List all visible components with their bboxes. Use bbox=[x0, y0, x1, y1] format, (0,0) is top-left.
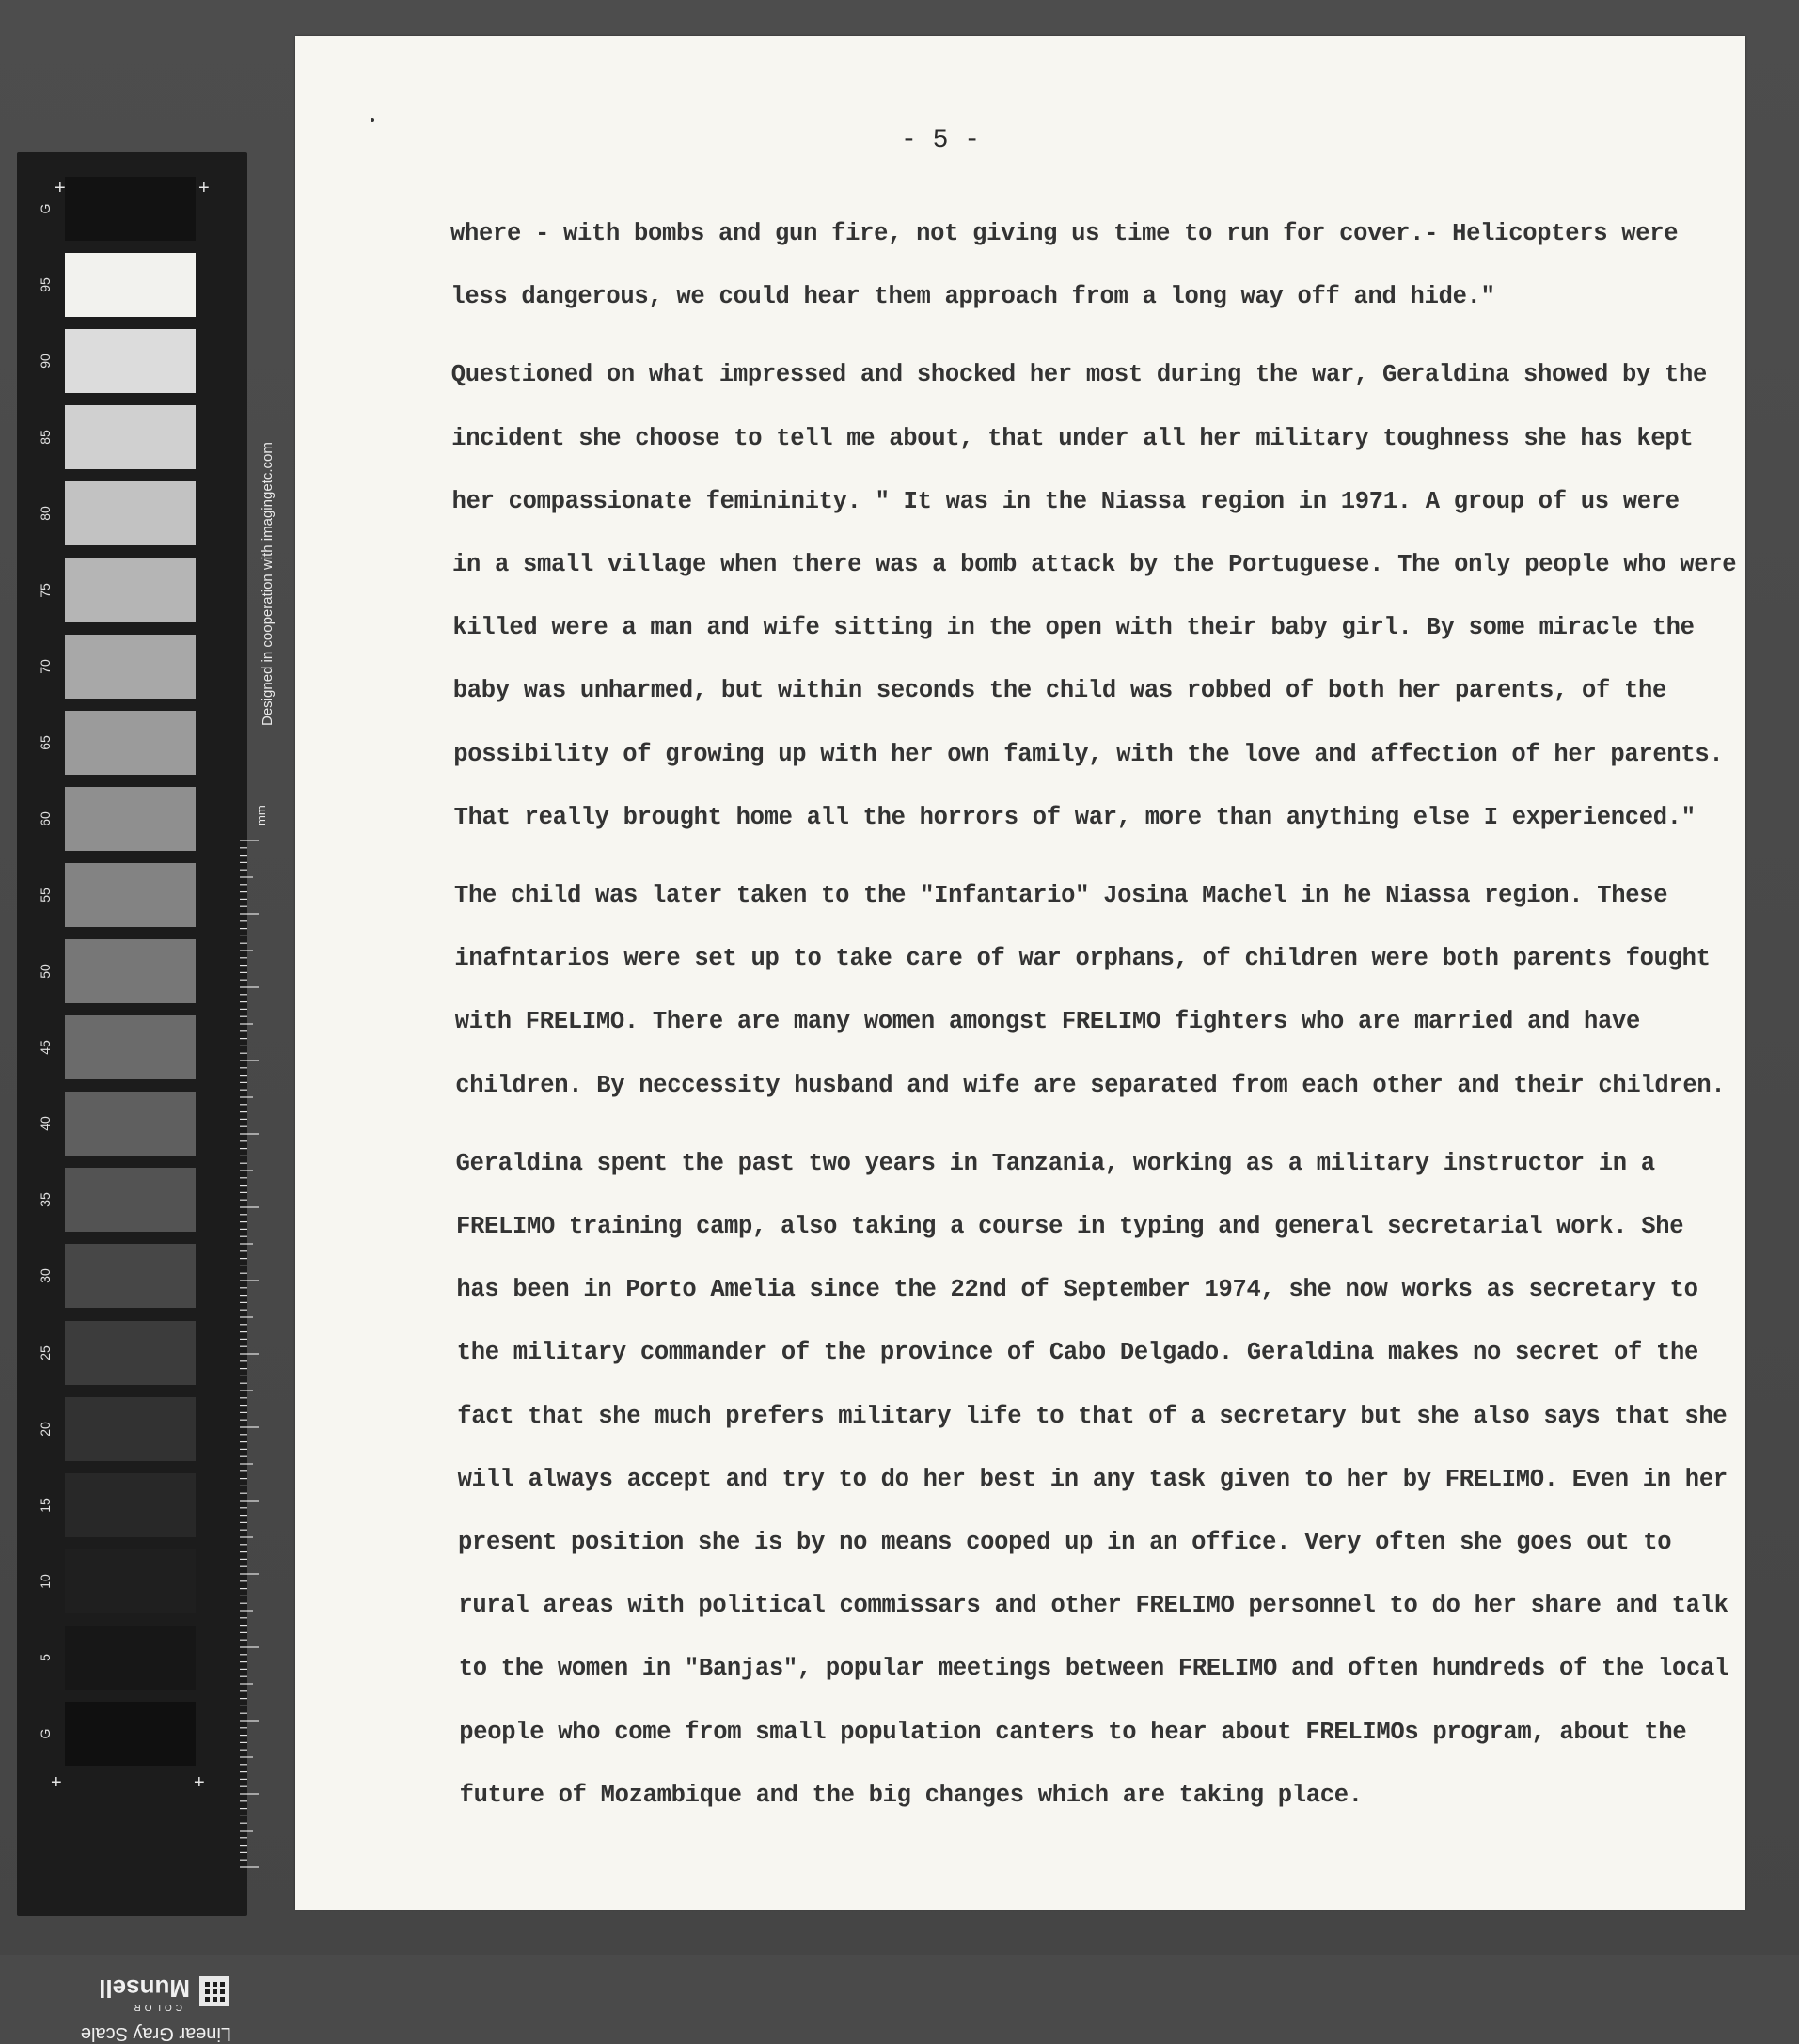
gray-swatch bbox=[65, 253, 196, 317]
brand-name: Munsell bbox=[99, 1974, 190, 2003]
gray-swatch bbox=[65, 1473, 196, 1537]
text-line: her compassionate femininity. " It was in the Niassa region in 1971. A group of us were bbox=[451, 487, 1680, 515]
gray-swatch bbox=[65, 558, 196, 622]
gray-level-label: 25 bbox=[38, 1344, 53, 1360]
gray-swatch bbox=[65, 787, 196, 851]
text-line: people who come from small population canters to hear about FRELIMOs program, about the bbox=[459, 1718, 1687, 1746]
gray-swatch bbox=[65, 405, 196, 469]
gray-swatch bbox=[65, 1702, 196, 1766]
gray-swatch bbox=[65, 711, 196, 775]
text-line: less dangerous, we could hear them approach from a long way off and hide." bbox=[450, 283, 1495, 311]
gray-level-label: 70 bbox=[38, 658, 53, 674]
text-line: to the women in "Banjas", popular meetings between FRELIMO and often hundreds of the local bbox=[458, 1655, 1729, 1683]
text-line: future of Mozambique and the big changes which are taking place. bbox=[459, 1781, 1363, 1809]
gray-swatch bbox=[65, 1397, 196, 1461]
text-line: FRELIMO training camp, also taking a course in typing and general secretarial work. She bbox=[456, 1213, 1684, 1240]
gray-swatch bbox=[65, 1015, 196, 1079]
gray-level-label: 65 bbox=[38, 734, 53, 750]
gray-swatch bbox=[65, 1626, 196, 1690]
gray-level-label: 45 bbox=[38, 1040, 53, 1055]
gray-swatch bbox=[65, 1321, 196, 1385]
text-line: children. By neccessity husband and wife are separated from each other and their children. bbox=[455, 1071, 1726, 1099]
gray-swatch bbox=[65, 329, 196, 393]
ruler-unit-label: mm bbox=[254, 805, 268, 825]
brand-subtitle: COLOR bbox=[130, 2002, 182, 2012]
text-line: baby was unharmed, but within seconds the child was robbed of both her parents, of the bbox=[452, 677, 1667, 705]
text-line: inafntarios were set up to take care of war orphans, of children were both parents fought bbox=[454, 945, 1711, 973]
text-line: Questioned on what impressed and shocked her most during the war, Geraldina showed by the bbox=[450, 361, 1708, 389]
gray-swatch bbox=[65, 481, 196, 545]
gray-level-label: 55 bbox=[38, 888, 53, 903]
text-line: has been in Porto Amelia since the 22nd of September 1974, she now works as secretary to bbox=[456, 1276, 1698, 1304]
plus-mark: + bbox=[51, 1772, 62, 1793]
text-line: The child was later taken to the "Infantario" Josina Machel in he Niassa region. These bbox=[454, 882, 1668, 909]
munsell-logo-icon bbox=[197, 1974, 231, 2008]
gray-level-label: 20 bbox=[38, 1421, 53, 1437]
text-line: the military commander of the province of Cabo Delgado. Geraldina makes no secret of the bbox=[456, 1339, 1699, 1367]
page-number: - 5 - bbox=[900, 126, 980, 155]
typed-page bbox=[295, 36, 1745, 1910]
gray-level-label: 75 bbox=[38, 582, 53, 598]
gray-swatch bbox=[65, 177, 196, 241]
text-line: killed were a man and wife sitting in the open with their baby girl. By some miracle the bbox=[452, 614, 1695, 642]
gray-swatch bbox=[65, 1168, 196, 1232]
text-line: will always accept and try to do her best in any task given to her by FRELIMO. Even in her bbox=[457, 1465, 1728, 1493]
gray-level-label: 15 bbox=[38, 1497, 53, 1513]
gray-level-label: 35 bbox=[38, 1192, 53, 1208]
gray-level-label: 60 bbox=[38, 811, 53, 826]
text-line: in a small village when there was a bomb attack by the Portuguese. The only people who were bbox=[452, 551, 1737, 578]
gray-level-label: 5 bbox=[38, 1654, 53, 1661]
text-line: Geraldina spent the past two years in Tanzania, working as a military instructor in a bbox=[455, 1149, 1655, 1177]
text-line: possibility of growing up with her own family, with the love and affection of her parents. bbox=[453, 740, 1724, 768]
gray-level-label: G bbox=[38, 1728, 53, 1739]
text-line: incident she choose to tell me about, that under all her military toughness she has kept bbox=[451, 424, 1694, 452]
gray-level-label: 30 bbox=[38, 1268, 53, 1284]
gray-swatch bbox=[65, 635, 196, 699]
gray-swatch bbox=[65, 939, 196, 1003]
plus-mark: + bbox=[55, 178, 66, 198]
munsell-brand bbox=[62, 1959, 231, 2044]
plus-mark: + bbox=[198, 178, 210, 198]
gray-level-label: G bbox=[38, 203, 53, 214]
gray-level-label: 80 bbox=[38, 506, 53, 522]
text-line: fact that she much prefers military life to that of a secretary but she also says that she bbox=[457, 1402, 1728, 1430]
gray-level-label: 40 bbox=[38, 1116, 53, 1131]
plus-mark: + bbox=[194, 1772, 205, 1793]
gray-scale-card bbox=[17, 152, 276, 2044]
gray-level-label: 85 bbox=[38, 430, 53, 446]
gray-level-label: 50 bbox=[38, 964, 53, 979]
gray-swatch bbox=[65, 1549, 196, 1613]
mm-ruler bbox=[240, 837, 260, 1873]
gray-level-label: 95 bbox=[38, 277, 53, 292]
text-line: with FRELIMO. There are many women amongst FRELIMO fighters who are married and have bbox=[454, 1008, 1641, 1036]
gray-level-label: 10 bbox=[38, 1574, 53, 1589]
scale-credit-text: Designed in cooperation with imagingetc.com bbox=[260, 442, 276, 726]
paper-speck bbox=[371, 118, 374, 122]
text-line: present position she is by no means cooped up in an office. Very often she goes out to bbox=[458, 1529, 1672, 1556]
gray-level-label: 90 bbox=[38, 354, 53, 369]
text-line: That really brought home all the horrors of war, more than anything else I experienced." bbox=[453, 803, 1696, 831]
text-line: where - with bombs and gun fire, not giving us time to run for cover.- Helicopters were bbox=[450, 220, 1679, 247]
gray-swatch bbox=[65, 863, 196, 927]
gray-swatch bbox=[65, 1244, 196, 1308]
scale-title: Linear Gray Scale bbox=[80, 2023, 231, 2044]
text-line: rural areas with political commissars and other FRELIMO personnel to do her share and talk bbox=[458, 1592, 1728, 1620]
gray-swatch bbox=[65, 1092, 196, 1156]
